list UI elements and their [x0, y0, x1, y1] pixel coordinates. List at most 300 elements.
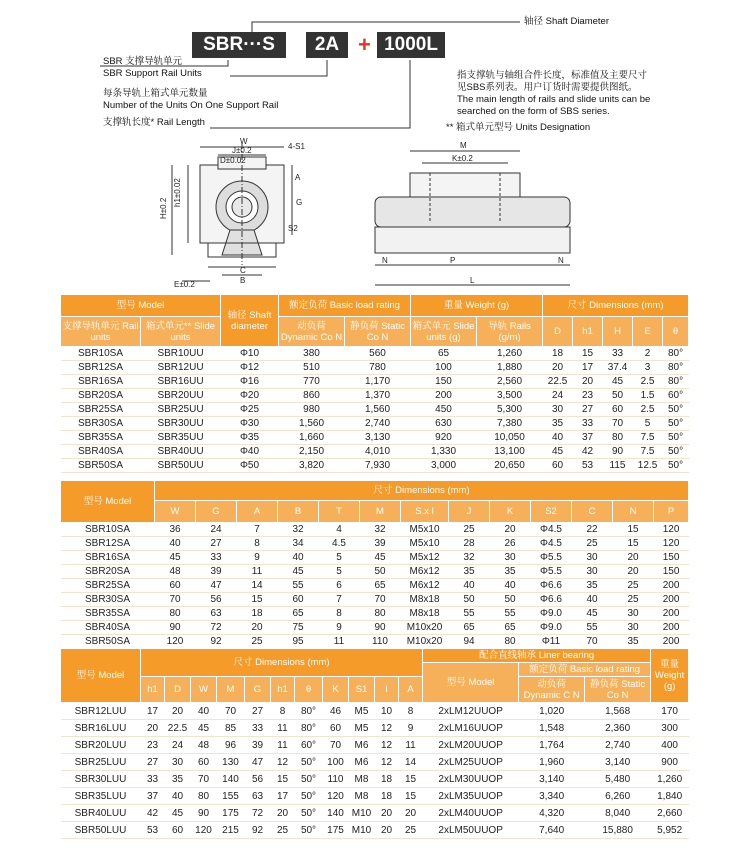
table-cell: 56	[245, 771, 271, 788]
table-cell: 33	[245, 720, 271, 737]
table-cell: 45	[603, 375, 633, 389]
table-row	[61, 771, 689, 788]
table-cell: 60	[191, 754, 217, 771]
table-cell: 5	[319, 551, 360, 565]
table-cell: 23	[141, 737, 165, 754]
table-cell: 25	[271, 822, 295, 839]
table-cell: 8	[399, 703, 423, 720]
t3-head-static: 静负荷 Static Co N	[585, 677, 651, 703]
table-cell: 32	[278, 523, 319, 537]
table-cell: 1,568	[585, 703, 651, 720]
column-header: W	[191, 677, 217, 703]
table-cell: 25	[399, 822, 423, 839]
dim-c: C	[240, 266, 246, 275]
table-cell: 50°	[295, 805, 323, 822]
table-cell: 7.5	[633, 431, 663, 445]
table-cell: Φ11	[531, 635, 572, 649]
table-cell: Φ5.5	[531, 565, 572, 579]
table-cell: 630	[411, 417, 477, 431]
table-cell: 55	[278, 579, 319, 593]
table-cell: 90	[191, 805, 217, 822]
table-cell: 33	[573, 417, 603, 431]
table-cell: 36	[155, 523, 196, 537]
table-cell: 25	[237, 635, 278, 649]
table-cell: 65	[411, 347, 477, 361]
table-cell: 50°	[295, 822, 323, 839]
table-cell: 25	[613, 579, 654, 593]
table-cell: SBR30UU	[141, 417, 221, 431]
table-row	[61, 788, 689, 805]
table-cell: 50	[490, 593, 531, 607]
table-cell: 6,260	[585, 788, 651, 805]
table-cell: 56	[196, 593, 237, 607]
table-row	[61, 523, 689, 537]
table-cell: SBR10UU	[141, 347, 221, 361]
table-cell: 35	[613, 635, 654, 649]
table-cell: 33	[603, 347, 633, 361]
table-cell: 200	[654, 579, 689, 593]
rail-unit-label-cn: SBR 支撑导轨单元	[103, 56, 183, 67]
table-cell: 30	[543, 403, 573, 417]
table-cell: 50°	[295, 788, 323, 805]
table-cell: 33	[196, 551, 237, 565]
table-cell: 2,150	[279, 445, 345, 459]
table-cell: 40	[191, 703, 217, 720]
table-cell: 50	[603, 389, 633, 403]
unit-count-label-en: Number of the Units On One Support Rail	[103, 100, 279, 111]
table-cell: 32	[449, 551, 490, 565]
column-header: S2	[531, 501, 572, 523]
table-cell: 30	[613, 607, 654, 621]
dim-n-left: N	[382, 256, 388, 265]
table-cell: 35	[543, 417, 573, 431]
table-cell: 90	[155, 621, 196, 635]
table-cell: 37	[141, 788, 165, 805]
table-cell: Φ12	[221, 361, 279, 375]
column-header: J	[449, 501, 490, 523]
table-cell: 7,640	[519, 822, 585, 839]
table-row	[61, 607, 689, 621]
table-cell: Φ4.5	[531, 537, 572, 551]
table-cell: 11	[271, 737, 295, 754]
table-cell: 55	[572, 621, 613, 635]
table-row	[61, 754, 689, 771]
table-cell: 60	[543, 459, 573, 473]
table-cell: 30	[165, 754, 191, 771]
table-cell: 9	[319, 621, 360, 635]
table-cell: SBR40UU	[141, 445, 221, 459]
table-row	[61, 361, 689, 375]
table-cell: 50	[360, 565, 401, 579]
table-cell: 120	[323, 788, 349, 805]
table-cell: 120	[191, 822, 217, 839]
table-cell: 32	[360, 523, 401, 537]
t1-head-h1: h1	[573, 317, 603, 347]
table-cell: M6x12	[401, 579, 449, 593]
table-cell: 70	[603, 417, 633, 431]
table-cell: 130	[217, 754, 245, 771]
table-cell: 7	[237, 523, 278, 537]
table-cell: 11	[319, 635, 360, 649]
table-cell: 1,260	[651, 771, 689, 788]
table-cell: 9	[237, 551, 278, 565]
table-cell: 20	[237, 621, 278, 635]
t1-head-model: 型号 Model	[61, 295, 221, 317]
t3-head-liner-model: 型号 Model	[423, 663, 519, 703]
table-cell: 65	[490, 621, 531, 635]
table-cell: 115	[603, 459, 633, 473]
column-header: M	[217, 677, 245, 703]
table-cell: Φ5.5	[531, 551, 572, 565]
table-cell: 12	[375, 737, 399, 754]
table-cell: 4,010	[345, 445, 411, 459]
table-cell: 18	[237, 607, 278, 621]
table-cell: 770	[279, 375, 345, 389]
table-cell: Φ6.6	[531, 593, 572, 607]
table-cell: 3,130	[345, 431, 411, 445]
table-cell: 30	[490, 551, 531, 565]
table-cell: 1,960	[519, 754, 585, 771]
dim-d: D±0.02	[220, 156, 246, 165]
table-cell: SBR40LUU	[61, 805, 141, 822]
table-cell: 15	[613, 523, 654, 537]
table-cell: 2	[633, 347, 663, 361]
dim-s2: S2	[288, 224, 298, 233]
table-cell: M8	[349, 788, 375, 805]
table-cell: 200	[654, 607, 689, 621]
t3-head-load: 额定负荷 Basic load rating	[519, 663, 651, 677]
table-cell: 96	[217, 737, 245, 754]
table-cell: 22.5	[165, 720, 191, 737]
table-cell: 24	[165, 737, 191, 754]
table-cell: 15	[399, 771, 423, 788]
dim-4s1: 4-S1	[288, 142, 305, 151]
table-cell: 1,548	[519, 720, 585, 737]
rail-unit-label-en: SBR Support Rail Units	[103, 68, 202, 79]
table-cell: 80	[360, 607, 401, 621]
table-cell: 8,040	[585, 805, 651, 822]
table-cell: 45	[543, 445, 573, 459]
table-cell: 25	[449, 523, 490, 537]
table-lengthened-units	[60, 648, 689, 839]
table-cell: 65	[360, 579, 401, 593]
table-cell: 560	[345, 347, 411, 361]
table-cell: 3,820	[279, 459, 345, 473]
t1-head-d: D	[543, 317, 573, 347]
table-row	[61, 579, 689, 593]
table-cell: 17	[573, 361, 603, 375]
table-cell: 22.5	[543, 375, 573, 389]
table-cell: 27	[141, 754, 165, 771]
table-cell: 110	[360, 635, 401, 649]
table-cell: 200	[654, 635, 689, 649]
table-cell: 20	[613, 565, 654, 579]
dim-g: G	[296, 198, 303, 207]
table-cell: M6	[349, 737, 375, 754]
table-cell: 2,660	[651, 805, 689, 822]
t1-head-load: 额定负荷 Basic load rating	[279, 295, 411, 317]
table-cell: 40	[449, 579, 490, 593]
table-cell: 30	[572, 551, 613, 565]
table-cell: 380	[279, 347, 345, 361]
table-cell: 170	[651, 703, 689, 720]
table-cell: 26	[490, 537, 531, 551]
units-code-box: 2A	[306, 32, 348, 58]
table-cell: 39	[245, 737, 271, 754]
table-cell: M6x12	[401, 565, 449, 579]
table-cell: 1,560	[345, 403, 411, 417]
dim-n-right: N	[558, 256, 564, 265]
t2-head-dims: 尺寸 Dimensions (mm)	[155, 481, 689, 501]
table-cell: 40	[155, 537, 196, 551]
table-cell: 3,340	[519, 788, 585, 805]
table-cell: 2xLM35UUOP	[423, 788, 519, 805]
t3-head-weight: 重量 Weight (g)	[651, 649, 689, 703]
table-cell: 46	[323, 703, 349, 720]
table-cell: 175	[323, 822, 349, 839]
t1-head-rail: 支撑导轨单元 Rail units	[61, 317, 141, 347]
table-cell: 48	[191, 737, 217, 754]
table-cell: 18	[375, 788, 399, 805]
table-cell: 72	[245, 805, 271, 822]
table-cell: 2xLM12UUOP	[423, 703, 519, 720]
table-cell: 40	[543, 431, 573, 445]
table-cell: Φ35	[221, 431, 279, 445]
table-cell: 10,050	[477, 431, 543, 445]
technical-drawing	[160, 135, 600, 290]
table-cell: M6	[349, 754, 375, 771]
table-cell: 17	[271, 788, 295, 805]
table-cell: 10	[375, 703, 399, 720]
table-cell: 2,560	[477, 375, 543, 389]
table-cell: 300	[651, 720, 689, 737]
unit-count-label-cn: 每条导轨上箱式单元数量	[103, 88, 208, 99]
table-cell: SBR50LUU	[61, 822, 141, 839]
table-cell: 400	[651, 737, 689, 754]
table-cell: 60	[278, 593, 319, 607]
side-note-en-1: The main length of rails and slide units can be	[457, 94, 651, 105]
table-cell: 140	[217, 771, 245, 788]
table-cell: Φ50	[221, 459, 279, 473]
table-cell: SBR30SA	[61, 417, 141, 431]
table-cell: 50°	[663, 403, 689, 417]
table-cell: 90	[360, 621, 401, 635]
table-cell: 39	[196, 565, 237, 579]
table-cell: 63	[245, 788, 271, 805]
table-cell: Φ16	[221, 375, 279, 389]
table-cell: 120	[654, 523, 689, 537]
side-note-en-2: searched on the form of SBS series.	[457, 106, 610, 117]
table-cell: 60	[323, 720, 349, 737]
t3-head-model: 型号 Model	[61, 649, 141, 703]
t1-head-weight-slide: 箱式单元 Slide units (g)	[411, 317, 477, 347]
t2-head-model: 型号 Model	[61, 481, 155, 523]
table-cell: Φ9.0	[531, 621, 572, 635]
table-cell: 45	[155, 551, 196, 565]
table-cell: SBR35LUU	[61, 788, 141, 805]
table-cell: M8x18	[401, 607, 449, 621]
table-cell: SBR30LUU	[61, 771, 141, 788]
table-cell: 1,260	[477, 347, 543, 361]
table-row	[61, 737, 689, 754]
table-cell: 11	[271, 720, 295, 737]
table-row	[61, 720, 689, 737]
table-cell: 20	[141, 720, 165, 737]
table-cell: 12	[375, 720, 399, 737]
table-cell: 120	[155, 635, 196, 649]
table-cell: 2.5	[633, 403, 663, 417]
table-cell: 3,140	[519, 771, 585, 788]
table-cell: 42	[573, 445, 603, 459]
table-cell: Φ4.5	[531, 523, 572, 537]
table-cell: 28	[449, 537, 490, 551]
table-cell: 65	[278, 607, 319, 621]
column-header: M	[360, 501, 401, 523]
table-row	[61, 822, 689, 839]
column-header: G	[196, 501, 237, 523]
table-cell: Φ6.6	[531, 579, 572, 593]
table-dimensions	[60, 480, 689, 649]
table-cell: 50°	[295, 771, 323, 788]
table-cell: 4,320	[519, 805, 585, 822]
column-header: N	[613, 501, 654, 523]
table-cell: SBR20UU	[141, 389, 221, 403]
table-cell: M5x10	[401, 537, 449, 551]
table-cell: 85	[217, 720, 245, 737]
table-cell: 12.5	[633, 459, 663, 473]
table-cell: 60	[603, 403, 633, 417]
table-cell: 5	[633, 417, 663, 431]
table-cell: 7.5	[633, 445, 663, 459]
table-cell: 42	[141, 805, 165, 822]
table-cell: 50	[449, 593, 490, 607]
dim-k: K±0.2	[452, 154, 473, 163]
table-cell: 1,170	[345, 375, 411, 389]
table-row	[61, 459, 689, 473]
plus-sign: +	[358, 32, 371, 57]
column-header: K	[323, 677, 349, 703]
table-cell: 20	[165, 703, 191, 720]
table-cell: 50°	[663, 431, 689, 445]
dim-h: H±0.2	[159, 197, 168, 219]
table-cell: 70	[191, 771, 217, 788]
table-cell: 2.5	[633, 375, 663, 389]
table-cell: 92	[245, 822, 271, 839]
table-cell: M10x20	[401, 635, 449, 649]
dim-w: W	[240, 137, 248, 146]
table-cell: 1,560	[279, 417, 345, 431]
table-cell: M5	[349, 703, 375, 720]
table-cell: 55	[449, 607, 490, 621]
column-header: K	[490, 501, 531, 523]
table-cell: 7,930	[345, 459, 411, 473]
table-cell: SBR30SA	[61, 593, 155, 607]
table-cell: SBR40SA	[61, 445, 141, 459]
table-cell: 2,360	[585, 720, 651, 737]
table-cell: 13,100	[477, 445, 543, 459]
table-cell: 15	[237, 593, 278, 607]
table-cell: 72	[196, 621, 237, 635]
table-cell: M10	[349, 822, 375, 839]
table-cell: SBR12SA	[61, 361, 141, 375]
table-cell: 2,740	[345, 417, 411, 431]
t1-head-dims: 尺寸 Dimensions (mm)	[543, 295, 689, 317]
side-note-cn-1: 指支撑轨与轴组合件长度，标准值及主要尺寸	[457, 70, 648, 81]
side-note-cn-2: 见SBS系列表。用户订货时需要提供图纸。	[457, 82, 638, 93]
t1-head-theta: θ	[663, 317, 689, 347]
table-row	[61, 703, 689, 720]
column-header: T	[319, 501, 360, 523]
table-cell: 15,880	[585, 822, 651, 839]
table-cell: 11	[399, 737, 423, 754]
table-cell: 90	[603, 445, 633, 459]
table-cell: 45	[572, 607, 613, 621]
table-cell: SBR35SA	[61, 607, 155, 621]
table-cell: 1,840	[651, 788, 689, 805]
table-cell: 70	[217, 703, 245, 720]
table-cell: 2xLM40UUOP	[423, 805, 519, 822]
t1-head-static: 静负荷 Static Co N	[345, 317, 411, 347]
table-cell: 23	[573, 389, 603, 403]
table-cell: 53	[141, 822, 165, 839]
table-cell: 40	[278, 551, 319, 565]
table-cell: SBR50UU	[141, 459, 221, 473]
column-header: W	[155, 501, 196, 523]
table-cell: SBR25LUU	[61, 754, 141, 771]
table-cell: 80°	[663, 361, 689, 375]
table-cell: 45	[278, 565, 319, 579]
table-cell: 780	[345, 361, 411, 375]
table-cell: SBR12LUU	[61, 703, 141, 720]
table-cell: 155	[217, 788, 245, 805]
table-cell: 39	[360, 537, 401, 551]
table-cell: 11	[237, 565, 278, 579]
table-cell: 140	[323, 805, 349, 822]
t1-head-shaft: 轴径 Shaft diameter	[221, 295, 279, 347]
table-cell: 80°	[295, 720, 323, 737]
dim-l: L	[470, 276, 475, 285]
table-cell: 24	[543, 389, 573, 403]
table-cell: 35	[490, 565, 531, 579]
table-cell: 70	[572, 635, 613, 649]
table-cell: 20	[613, 551, 654, 565]
shaft-diameter-label: 轴径 Shaft Diameter	[524, 16, 609, 27]
column-header: h1	[271, 677, 295, 703]
table-cell: M10x20	[401, 621, 449, 635]
table-cell: 15	[613, 537, 654, 551]
table-cell: 980	[279, 403, 345, 417]
table-cell: 7	[319, 593, 360, 607]
column-header: h1	[141, 677, 165, 703]
dim-m: M	[460, 141, 467, 150]
table-cell: M5x10	[401, 523, 449, 537]
table-cell: 1,330	[411, 445, 477, 459]
t1-head-weight-rail: 导轨 Rails (g/m)	[477, 317, 543, 347]
column-header: θ	[295, 677, 323, 703]
table-cell: 50°	[295, 754, 323, 771]
table-cell: 4	[319, 523, 360, 537]
table-cell: 80	[155, 607, 196, 621]
table-cell: 60°	[295, 737, 323, 754]
table-cell: Φ25	[221, 403, 279, 417]
table-cell: 27	[245, 703, 271, 720]
t3-head-dynamic: 动负荷 Dynamic C N	[519, 677, 585, 703]
table-cell: 20,650	[477, 459, 543, 473]
dim-a: A	[295, 173, 301, 182]
table-row	[61, 551, 689, 565]
table-cell: 27	[573, 403, 603, 417]
units-designation-note: ** 箱式单元型号 Units Designation	[446, 122, 591, 133]
